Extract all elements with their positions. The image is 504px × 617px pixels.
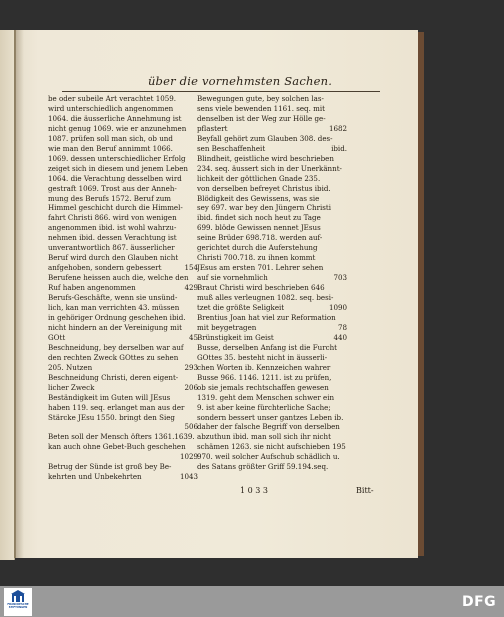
index-entry-line [197, 462, 347, 472]
entry-text: Beten soll der Mensch öfters 1361.1639. [48, 432, 195, 442]
index-entry-line [197, 363, 347, 373]
index-entry-line [197, 343, 347, 353]
page-reference: ibid. [331, 143, 347, 153]
entry-text: denselben ist der Weg zur Hölle ge- [197, 113, 326, 123]
index-entry-line [197, 114, 347, 124]
index-column-right [197, 94, 347, 472]
index-entry-line [48, 462, 198, 472]
index-entry-line [197, 323, 347, 333]
entry-text: licher Zweck [48, 382, 95, 392]
viewer-bottom-bar [0, 586, 504, 617]
page-reference [344, 94, 347, 104]
entry-text: Busse 966. 1146. 1211. ist zu prüfen, [197, 372, 332, 382]
entry-text: Blödigkeit des Gewissens, was sie [197, 193, 320, 203]
index-entry-line [197, 94, 347, 104]
page-reference [344, 263, 347, 273]
page-reference: 703 [333, 273, 347, 283]
entry-text: gestraft 1069. Trost aus der Anneh- [48, 183, 177, 193]
entry-text: ob sie jemals rechtschaffen gewesen [197, 382, 329, 392]
page-edge-left [0, 30, 15, 560]
entry-text: 9. ist aber keine fürchterliche Sache; [197, 402, 331, 412]
index-entry-line [197, 243, 347, 253]
page-reference [344, 462, 347, 472]
entry-text: schämen 1263. sie nicht aufschieben 195 [197, 442, 346, 452]
entry-text: lich, kan man verrichten 43. müssen [48, 303, 180, 313]
index-entry-line [197, 134, 347, 144]
index-entry-line [197, 383, 347, 393]
entry-text: Braut Christi wird beschrieben 646 [197, 283, 325, 293]
entry-text: 1319. geht dem Menschen schwer ein [197, 392, 335, 402]
entry-text: daher der falsche Begriff von derselben [197, 422, 340, 432]
entry-text: kan auch ohne Gebet-Buch geschehen [48, 442, 186, 452]
entry-text: Christi 700.718. zu ihnen kommt [197, 253, 316, 263]
page-reference: 1043 [179, 472, 198, 482]
index-entry-line [48, 154, 198, 164]
entry-text: Busse, derselben Anfang ist die Furcht [197, 342, 338, 352]
entry-text: den rechten Zweck GOttes zu sehen [48, 352, 179, 362]
index-entry-line [48, 333, 198, 343]
index-entry-line [197, 223, 347, 233]
index-entry-line [48, 273, 198, 283]
entry-text: Beschneidung, bey derselben war auf [48, 342, 184, 352]
entry-text: pflastert [197, 123, 228, 133]
entry-text: sen Beschaffenheit [197, 143, 266, 153]
entry-text: Beyfall gehört zum Glauben 308. des- [197, 133, 333, 143]
entry-text: sondern bessert unser gantzes Leben ib. [197, 412, 344, 422]
entry-text: von derselben befreyet Christus ibid. [197, 183, 331, 193]
entry-text: Himmel geschicht durch die Himmel- [48, 203, 183, 213]
entry-text: mung des Berufs 1572. Beruf zum [48, 193, 172, 203]
entry-text: GOtt [48, 332, 66, 342]
page-edge-right [418, 32, 424, 556]
dfg-logo[interactable]: DFG [462, 594, 497, 610]
entry-text: mit beygetragen [197, 322, 257, 332]
entry-text: Stärcke JEsu 1550. bringt den Sieg [48, 412, 175, 422]
entry-text: be oder subeile Art verachtet 1059. [48, 94, 177, 103]
index-entry-line [48, 303, 198, 313]
index-entry-line [197, 442, 347, 452]
index-entry-line [197, 124, 347, 134]
index-entry-line [197, 184, 347, 194]
entry-text: chen Worten ib. Kennzeichen wahrer [197, 362, 331, 372]
entry-text: tzet die größte Seligkeit [197, 303, 285, 313]
entry-text: 1064. die äusserliche Annehmung ist [48, 113, 182, 123]
page-reference [344, 194, 347, 204]
index-entry-line [197, 432, 347, 442]
index-entry-line [48, 432, 198, 442]
entry-text: 970. weil solcher Aufschub schädlich u. [197, 452, 340, 462]
entry-text: 205. Nutzen [48, 362, 93, 372]
logo-text: FRANCKESCHE STIFTUNGEN [7, 603, 29, 609]
page-reference [344, 233, 347, 243]
spine-shadow [14, 30, 24, 558]
entry-text: Berufs-Geschäfte, wenn sie unsünd- [48, 293, 178, 303]
entry-text: des Satans größter Griff 59.194.seq. [197, 462, 329, 472]
index-entry-line [197, 373, 347, 383]
entry-text: nicht hindern an der Vereinigung mit [48, 322, 182, 332]
page-reference [344, 164, 347, 174]
page-reference [344, 313, 347, 323]
entry-text: ibid. findet sich noch heut zu Tage [197, 213, 321, 223]
entry-text: seine Brüder 698.718. werden auf- [197, 233, 323, 243]
index-entry-line [48, 363, 198, 373]
page-reference [344, 154, 347, 164]
index-entry-line [197, 313, 347, 323]
entry-text: GOttes 35. besteht nicht in äusserli- [197, 352, 328, 362]
header-rule [62, 91, 380, 92]
page-reference [344, 353, 347, 363]
index-entry-line [197, 273, 347, 283]
entry-text: Betrug der Sünde ist groß bey Be- [48, 462, 172, 472]
entry-text: Beständigkeit im Guten will JEsus [48, 392, 171, 402]
page-reference: 1090 [328, 303, 347, 313]
page-reference [344, 393, 347, 403]
page-reference [344, 104, 347, 114]
index-entry-line [48, 104, 198, 114]
entry-text: sens viele bewenden 1161. seq. mit [197, 103, 325, 113]
catchword: Bitt- [356, 486, 374, 495]
entry-text: gerichtet durch die Auferstehung [197, 243, 318, 253]
entry-text: sey 697. war bey den Jüngern Christi [197, 203, 332, 213]
index-entry-line [48, 144, 198, 154]
entry-text: kehrten und Unbekehrten [48, 472, 142, 482]
index-entry-line [197, 213, 347, 223]
index-entry-line [48, 164, 198, 174]
page-reference [344, 432, 347, 442]
index-entry-line [197, 104, 347, 114]
entry-text: nicht genug 1069. wie er anzunehmen [48, 123, 187, 133]
index-entry-line [48, 383, 198, 393]
index-entry-line [197, 393, 347, 403]
index-entry-line [48, 233, 198, 243]
entry-text: Blindheit, geistliche wird beschrieben [197, 153, 334, 163]
index-entry-line [48, 442, 198, 452]
page-reference [344, 343, 347, 353]
page-reference: 154 [184, 263, 198, 273]
page-reference [344, 293, 347, 303]
entry-text: 234. seq. äussert sich in der Unerkännt- [197, 163, 342, 173]
index-entry-line [48, 452, 198, 462]
page-reference [344, 363, 347, 373]
entry-text: angenommen ibid. ist wohl wahrzu- [48, 223, 177, 233]
entry-text: 1087. prüfen soll man sich, ob und [48, 133, 173, 143]
page-reference [344, 174, 347, 184]
page-reference [344, 403, 347, 413]
index-entry-line [197, 403, 347, 413]
index-entry-line [48, 422, 198, 432]
entry-text: Beschneidung Christi, deren eigent- [48, 372, 179, 382]
index-entry-line [48, 213, 198, 223]
entry-text: anfgehoben, sondern gebessert [48, 263, 162, 273]
page-reference [344, 283, 347, 293]
index-entry-line [48, 353, 198, 363]
page-reference: 506 [184, 422, 198, 432]
index-entry-line [197, 303, 347, 313]
entry-text: unverantwortlich 867. äusserlicher [48, 243, 175, 253]
index-entry-line [48, 174, 198, 184]
signature-mark: 1 0 3 3 [240, 486, 268, 495]
running-head: über die vornehmsten Sachen. [147, 74, 333, 88]
index-entry-line [48, 472, 198, 482]
page-reference: 429 [184, 283, 198, 293]
index-entry-line [197, 194, 347, 204]
index-entry-line [48, 343, 198, 353]
page-reference: 78 [337, 322, 347, 332]
page-reference [344, 114, 347, 124]
index-entry-line [48, 263, 198, 273]
entry-text: auf sie vornehmlich [197, 273, 268, 283]
index-entry-line [197, 413, 347, 423]
index-entry-line [197, 253, 347, 263]
index-entry-line [48, 373, 198, 383]
index-entry-line [48, 393, 198, 403]
index-entry-line [48, 283, 198, 293]
entry-text: 699. blöde Gewissen nennet JEsus [197, 223, 321, 233]
page-reference [346, 442, 347, 452]
entry-text: Ruf haben angenommen [48, 283, 136, 293]
index-entry-line [48, 313, 198, 323]
index-entry-line [197, 283, 347, 293]
index-entry-line [197, 144, 347, 154]
entry-text: haben 119. seq. erlanget man aus der [48, 402, 185, 412]
page-reference [344, 422, 347, 432]
index-entry-line [48, 114, 198, 124]
index-entry-line [197, 333, 347, 343]
page-reference [344, 184, 347, 194]
page-reference [344, 383, 347, 393]
entry-text: Beruf wird durch den Glauben nicht [48, 253, 179, 263]
index-entry-line [48, 94, 198, 104]
page-reference: 1029 [179, 452, 198, 462]
entry-text: Brünstigkeit im Geist [197, 332, 274, 342]
index-entry-line [48, 293, 198, 303]
index-entry-line [48, 403, 198, 413]
index-entry-line [48, 203, 198, 213]
index-entry-line [197, 422, 347, 432]
index-entry-line [48, 194, 198, 204]
entry-text: JEsus am ersten 701. Lehrer sehen [197, 263, 324, 273]
page-reference: 440 [333, 332, 347, 342]
index-column-left [48, 94, 198, 482]
index-entry-line [197, 174, 347, 184]
francke-emblem-icon [11, 590, 25, 603]
page-reference [344, 213, 347, 223]
index-entry-line [48, 184, 198, 194]
page-reference: 206 [184, 382, 198, 392]
index-entry-line [48, 134, 198, 144]
index-entry-line [197, 233, 347, 243]
page-reference [344, 452, 347, 462]
entry-text: in gehöriger Ordnung geschehen ibid. [48, 312, 186, 322]
page-reference [344, 413, 347, 423]
page-reference [344, 373, 347, 383]
page-reference: 1682 [328, 123, 347, 133]
page-reference [344, 203, 347, 213]
francke-logo[interactable] [4, 588, 32, 616]
entry-text: abzuthun ibid. man soll sich ihr nicht [197, 432, 331, 442]
index-entry-line [197, 263, 347, 273]
entry-text: wird unterschiedlich angenommen [48, 103, 174, 113]
page-reference [344, 223, 347, 233]
index-entry-line [48, 124, 198, 134]
entry-text: zeiget sich in diesem und jenem Leben [48, 163, 188, 173]
entry-text: 1064. die Verachtung desselben wird [48, 173, 182, 183]
page-reference [344, 253, 347, 263]
index-entry-line [48, 323, 198, 333]
entry-text: wie man den Beruf annimmt 1066. [48, 143, 173, 153]
entry-text: Bewegungen gute, bey solchen las- [197, 94, 324, 103]
entry-text: nehmen ibid. dessen Verachtung ist [48, 233, 177, 243]
page-reference [344, 134, 347, 144]
entry-text: Brentius Joan hat viel zur Reformation [197, 312, 336, 322]
entry-text: lichkeit der göttlichen Gnade 235. [197, 173, 321, 183]
entry-text: muß alles verleugnen 1082. seq. besi- [197, 293, 334, 303]
entry-text: Berufene heissen auch die, welche den [48, 273, 189, 283]
entry-text: fahrt Christi 866. wird von wenigen [48, 213, 177, 223]
index-entry-line [48, 223, 198, 233]
page-reference: 45 [188, 332, 198, 342]
entry-text: 1069. dessen unterschiedlicher Erfolg [48, 153, 186, 163]
index-entry-line [48, 243, 198, 253]
index-entry-line [197, 164, 347, 174]
index-entry-line [197, 353, 347, 363]
index-entry-line [48, 253, 198, 263]
index-entry-line [197, 203, 347, 213]
page-reference [344, 243, 347, 253]
page-reference: 293 [184, 362, 198, 372]
index-entry-line [197, 154, 347, 164]
index-entry-line [48, 413, 198, 423]
index-entry-line [197, 452, 347, 462]
index-entry-line [197, 293, 347, 303]
